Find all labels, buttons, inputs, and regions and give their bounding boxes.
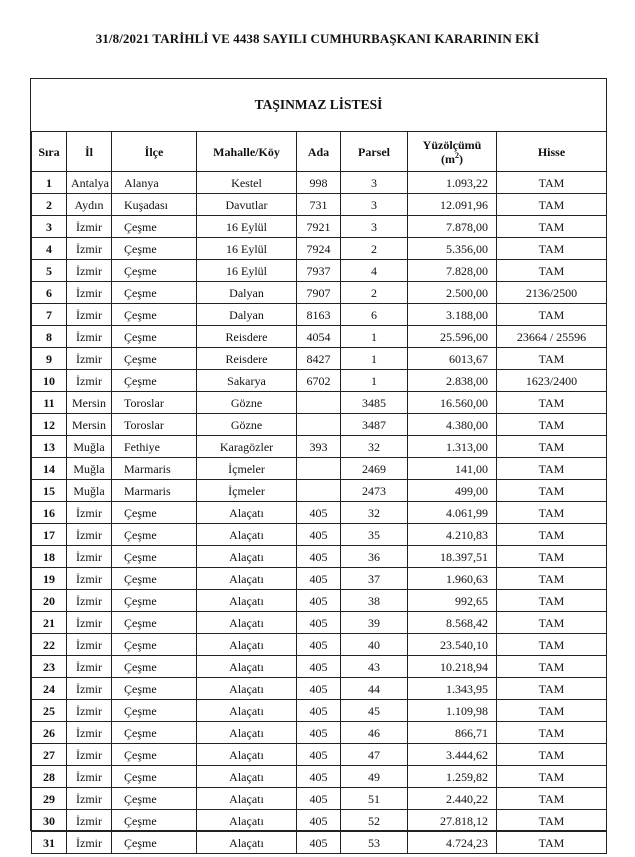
- yuzolcumu-label: Yüzölçümü: [422, 137, 482, 152]
- cell-ada: [297, 414, 341, 436]
- cell-parsel: 3487: [341, 414, 408, 436]
- cell-hisse: TAM: [497, 766, 607, 788]
- property-list-frame: [30, 78, 607, 850]
- table-row: [32, 722, 607, 744]
- cell-il: İzmir: [67, 348, 112, 370]
- cell-ilce: Kuşadası: [112, 194, 197, 216]
- cell-mahalle: Alaçatı: [197, 524, 297, 546]
- cell-ada: [297, 392, 341, 414]
- cell-yuzolcumu: 25.596,00: [408, 326, 497, 348]
- cell-ada: 7907: [297, 282, 341, 304]
- cell-il: İzmir: [67, 810, 112, 832]
- table-row: [32, 590, 607, 612]
- cell-parsel: 1: [341, 348, 408, 370]
- cell-il: İzmir: [67, 260, 112, 282]
- cell-mahalle: Alaçatı: [197, 656, 297, 678]
- cell-sira: 27: [32, 744, 67, 766]
- cell-hisse: TAM: [497, 788, 607, 810]
- cell-ilce: Marmaris: [112, 480, 197, 502]
- cell-ilce: Çeşme: [112, 788, 197, 810]
- cell-mahalle: İçmeler: [197, 480, 297, 502]
- cell-ilce: Çeşme: [112, 634, 197, 656]
- list-title: TAŞINMAZ LİSTESİ: [254, 97, 383, 112]
- cell-ada: 7924: [297, 238, 341, 260]
- table-row: [32, 546, 607, 568]
- table-row: [32, 436, 607, 458]
- cell-sira: 19: [32, 568, 67, 590]
- cell-ilce: Çeşme: [112, 766, 197, 788]
- cell-yuzolcumu: 6013,67: [408, 348, 497, 370]
- cell-ada: 405: [297, 700, 341, 722]
- cell-yuzolcumu: 4.061,99: [408, 502, 497, 524]
- cell-parsel: 3485: [341, 392, 408, 414]
- cell-parsel: 32: [341, 436, 408, 458]
- cell-sira: 13: [32, 436, 67, 458]
- table-row: [32, 282, 607, 304]
- cell-il: İzmir: [67, 370, 112, 392]
- column-header-sira: Sıra: [32, 132, 67, 172]
- cell-il: Antalya: [67, 172, 112, 194]
- cell-il: İzmir: [67, 766, 112, 788]
- table-row: [32, 810, 607, 832]
- cell-ilce: Çeşme: [112, 216, 197, 238]
- cell-ilce: Marmaris: [112, 458, 197, 480]
- cell-ilce: Çeşme: [112, 810, 197, 832]
- cell-parsel: 49: [341, 766, 408, 788]
- cell-ada: 405: [297, 722, 341, 744]
- table-row: [32, 238, 607, 260]
- table-row: [32, 788, 607, 810]
- table-row: [32, 304, 607, 326]
- cell-ada: 405: [297, 568, 341, 590]
- cell-ada: 405: [297, 590, 341, 612]
- cell-il: İzmir: [67, 590, 112, 612]
- cell-mahalle: Davutlar: [197, 194, 297, 216]
- cell-parsel: 2: [341, 238, 408, 260]
- cell-sira: 24: [32, 678, 67, 700]
- cell-ada: 998: [297, 172, 341, 194]
- cell-ilce: Çeşme: [112, 722, 197, 744]
- cell-yuzolcumu: 4.724,23: [408, 832, 497, 854]
- cell-yuzolcumu: 499,00: [408, 480, 497, 502]
- cell-yuzolcumu: 10.218,94: [408, 656, 497, 678]
- cell-parsel: 53: [341, 832, 408, 854]
- cell-parsel: 1: [341, 370, 408, 392]
- cell-ada: 405: [297, 678, 341, 700]
- cell-ilce: Çeşme: [112, 260, 197, 282]
- property-table: [31, 131, 607, 854]
- table-header-row: [32, 132, 607, 172]
- cell-ada: 405: [297, 502, 341, 524]
- cell-yuzolcumu: 1.343,95: [408, 678, 497, 700]
- cell-ada: 8163: [297, 304, 341, 326]
- column-header-mahalle: Mahalle/Köy: [197, 132, 297, 172]
- cell-yuzolcumu: 23.540,10: [408, 634, 497, 656]
- cell-ilce: Çeşme: [112, 590, 197, 612]
- table-row: [32, 678, 607, 700]
- cell-sira: 9: [32, 348, 67, 370]
- cell-ada: 405: [297, 832, 341, 854]
- cell-sira: 14: [32, 458, 67, 480]
- cell-yuzolcumu: 2.838,00: [408, 370, 497, 392]
- cell-ilce: Çeşme: [112, 238, 197, 260]
- cell-yuzolcumu: 866,71: [408, 722, 497, 744]
- cell-sira: 31: [32, 832, 67, 854]
- cell-yuzolcumu: 2.500,00: [408, 282, 497, 304]
- cell-mahalle: Alaçatı: [197, 700, 297, 722]
- table-row: [32, 502, 607, 524]
- cell-il: İzmir: [67, 722, 112, 744]
- cell-mahalle: Gözne: [197, 414, 297, 436]
- cell-ada: 7921: [297, 216, 341, 238]
- cell-hisse: TAM: [497, 678, 607, 700]
- cell-yuzolcumu: 1.960,63: [408, 568, 497, 590]
- cell-hisse: 2136/2500: [497, 282, 607, 304]
- column-header-il: İl: [67, 132, 112, 172]
- cell-sira: 21: [32, 612, 67, 634]
- cell-parsel: 3: [341, 194, 408, 216]
- cell-hisse: TAM: [497, 546, 607, 568]
- cell-hisse: TAM: [497, 436, 607, 458]
- cell-parsel: 39: [341, 612, 408, 634]
- cell-hisse: TAM: [497, 172, 607, 194]
- cell-parsel: 40: [341, 634, 408, 656]
- cell-ada: 7937: [297, 260, 341, 282]
- cell-yuzolcumu: 7.878,00: [408, 216, 497, 238]
- cell-mahalle: 16 Eylül: [197, 216, 297, 238]
- cell-mahalle: Gözne: [197, 392, 297, 414]
- cell-yuzolcumu: 4.380,00: [408, 414, 497, 436]
- table-row: [32, 260, 607, 282]
- cell-ilce: Çeşme: [112, 656, 197, 678]
- cell-parsel: 3: [341, 172, 408, 194]
- cell-yuzolcumu: 1.093,22: [408, 172, 497, 194]
- cell-hisse: 23664 / 25596: [497, 326, 607, 348]
- cell-hisse: TAM: [497, 612, 607, 634]
- cell-ada: 4054: [297, 326, 341, 348]
- cell-ilce: Çeşme: [112, 502, 197, 524]
- cell-il: Muğla: [67, 436, 112, 458]
- cell-mahalle: Dalyan: [197, 282, 297, 304]
- cell-parsel: 37: [341, 568, 408, 590]
- cell-ilce: Çeşme: [112, 348, 197, 370]
- cell-hisse: TAM: [497, 458, 607, 480]
- cell-sira: 25: [32, 700, 67, 722]
- cell-ada: 405: [297, 744, 341, 766]
- cell-ada: [297, 458, 341, 480]
- cell-hisse: TAM: [497, 722, 607, 744]
- cell-mahalle: Kestel: [197, 172, 297, 194]
- cell-ilce: Çeşme: [112, 546, 197, 568]
- cell-sira: 1: [32, 172, 67, 194]
- cell-hisse: TAM: [497, 260, 607, 282]
- cell-sira: 28: [32, 766, 67, 788]
- cell-yuzolcumu: 992,65: [408, 590, 497, 612]
- table-row: [32, 832, 607, 854]
- cell-ilce: Fethiye: [112, 436, 197, 458]
- cell-il: İzmir: [67, 326, 112, 348]
- cell-ilce: Çeşme: [112, 524, 197, 546]
- cell-il: İzmir: [67, 612, 112, 634]
- cell-parsel: 38: [341, 590, 408, 612]
- cell-ilce: Toroslar: [112, 392, 197, 414]
- table-row: [32, 194, 607, 216]
- cell-hisse: TAM: [497, 832, 607, 854]
- cell-parsel: 46: [341, 722, 408, 744]
- cell-mahalle: Reisdere: [197, 348, 297, 370]
- cell-parsel: 4: [341, 260, 408, 282]
- cell-mahalle: Alaçatı: [197, 810, 297, 832]
- cell-yuzolcumu: 18.397,51: [408, 546, 497, 568]
- cell-parsel: 35: [341, 524, 408, 546]
- cell-yuzolcumu: 4.210,83: [408, 524, 497, 546]
- cell-hisse: TAM: [497, 700, 607, 722]
- cell-mahalle: Alaçatı: [197, 546, 297, 568]
- cell-ilce: Çeşme: [112, 568, 197, 590]
- cell-ada: 405: [297, 612, 341, 634]
- cell-yuzolcumu: 3.188,00: [408, 304, 497, 326]
- cell-ada: 405: [297, 656, 341, 678]
- table-row: [32, 612, 607, 634]
- cell-mahalle: Alaçatı: [197, 766, 297, 788]
- cell-yuzolcumu: 27.818,12: [408, 810, 497, 832]
- cell-sira: 16: [32, 502, 67, 524]
- cell-il: İzmir: [67, 700, 112, 722]
- cell-sira: 30: [32, 810, 67, 832]
- cell-ilce: Çeşme: [112, 678, 197, 700]
- cell-il: Muğla: [67, 480, 112, 502]
- cell-hisse: TAM: [497, 238, 607, 260]
- cell-hisse: TAM: [497, 656, 607, 678]
- table-row: [32, 216, 607, 238]
- column-header-ada: Ada: [297, 132, 341, 172]
- cell-il: İzmir: [67, 524, 112, 546]
- cell-ada: 393: [297, 436, 341, 458]
- cell-sira: 3: [32, 216, 67, 238]
- document-heading: 31/8/2021 TARİHLİ VE 4438 SAYILI CUMHURBAŞKANI KARARININ EKİ: [95, 31, 540, 46]
- cell-sira: 29: [32, 788, 67, 810]
- cell-yuzolcumu: 1.313,00: [408, 436, 497, 458]
- cell-ilce: Çeşme: [112, 282, 197, 304]
- yuzolcumu-unit: $(m^2)$: [441, 150, 463, 166]
- table-row: [32, 634, 607, 656]
- cell-yuzolcumu: 1.109,98: [408, 700, 497, 722]
- cell-il: İzmir: [67, 744, 112, 766]
- cell-ilce: Çeşme: [112, 744, 197, 766]
- cell-mahalle: Alaçatı: [197, 788, 297, 810]
- cell-hisse: TAM: [497, 744, 607, 766]
- cell-parsel: 47: [341, 744, 408, 766]
- cell-il: İzmir: [67, 634, 112, 656]
- cell-ilce: Çeşme: [112, 832, 197, 854]
- cell-ada: 8427: [297, 348, 341, 370]
- cell-il: Mersin: [67, 414, 112, 436]
- cell-hisse: TAM: [497, 194, 607, 216]
- cell-mahalle: Alaçatı: [197, 590, 297, 612]
- cell-hisse: TAM: [497, 524, 607, 546]
- cell-ada: 405: [297, 766, 341, 788]
- cell-yuzolcumu: 16.560,00: [408, 392, 497, 414]
- cell-parsel: 36: [341, 546, 408, 568]
- cell-mahalle: Alaçatı: [197, 502, 297, 524]
- cell-yuzolcumu: 12.091,96: [408, 194, 497, 216]
- table-row: [32, 568, 607, 590]
- cell-sira: 20: [32, 590, 67, 612]
- cell-yuzolcumu: 141,00: [408, 458, 497, 480]
- cell-sira: 11: [32, 392, 67, 414]
- cell-ada: 405: [297, 810, 341, 832]
- cell-hisse: TAM: [497, 348, 607, 370]
- cell-il: İzmir: [67, 832, 112, 854]
- cell-ilce: Toroslar: [112, 414, 197, 436]
- cell-ilce: Çeşme: [112, 370, 197, 392]
- cell-sira: 6: [32, 282, 67, 304]
- cell-sira: 8: [32, 326, 67, 348]
- cell-mahalle: İçmeler: [197, 458, 297, 480]
- cell-sira: 18: [32, 546, 67, 568]
- cell-il: İzmir: [67, 238, 112, 260]
- table-row: [32, 656, 607, 678]
- cell-sira: 12: [32, 414, 67, 436]
- cell-mahalle: Sakarya: [197, 370, 297, 392]
- table-row: [32, 326, 607, 348]
- table-row: [32, 458, 607, 480]
- column-header-parsel: Parsel: [341, 132, 408, 172]
- cell-ada: 405: [297, 524, 341, 546]
- cell-il: İzmir: [67, 656, 112, 678]
- cell-parsel: 45: [341, 700, 408, 722]
- cell-mahalle: Alaçatı: [197, 678, 297, 700]
- cell-hisse: TAM: [497, 810, 607, 832]
- cell-mahalle: Dalyan: [197, 304, 297, 326]
- cell-sira: 15: [32, 480, 67, 502]
- cell-parsel: 2: [341, 282, 408, 304]
- cell-il: İzmir: [67, 546, 112, 568]
- cell-mahalle: Alaçatı: [197, 634, 297, 656]
- table-row: [32, 524, 607, 546]
- column-header-yuzolcumu: [408, 132, 497, 172]
- table-row: [32, 348, 607, 370]
- table-row: [32, 700, 607, 722]
- table-row: [32, 172, 607, 194]
- table-row: [32, 766, 607, 788]
- cell-yuzolcumu: 2.440,22: [408, 788, 497, 810]
- cell-ilce: Alanya: [112, 172, 197, 194]
- cell-il: İzmir: [67, 304, 112, 326]
- cell-parsel: 3: [341, 216, 408, 238]
- cell-mahalle: Alaçatı: [197, 568, 297, 590]
- cell-mahalle: Alaçatı: [197, 612, 297, 634]
- cell-yuzolcumu: 1.259,82: [408, 766, 497, 788]
- column-header-ilce: İlçe: [112, 132, 197, 172]
- table-row: [32, 392, 607, 414]
- cell-sira: 22: [32, 634, 67, 656]
- cell-mahalle: 16 Eylül: [197, 260, 297, 282]
- cell-il: İzmir: [67, 282, 112, 304]
- cell-mahalle: Alaçatı: [197, 744, 297, 766]
- cell-yuzolcumu: 5.356,00: [408, 238, 497, 260]
- cell-sira: 2: [32, 194, 67, 216]
- cell-parsel: 43: [341, 656, 408, 678]
- cell-il: İzmir: [67, 678, 112, 700]
- cell-parsel: 2473: [341, 480, 408, 502]
- cell-il: İzmir: [67, 788, 112, 810]
- table-row: [32, 480, 607, 502]
- cell-sira: 23: [32, 656, 67, 678]
- cell-parsel: 6: [341, 304, 408, 326]
- cell-hisse: TAM: [497, 590, 607, 612]
- cell-ilce: Çeşme: [112, 700, 197, 722]
- cell-ilce: Çeşme: [112, 612, 197, 634]
- column-header-hisse: Hisse: [497, 132, 607, 172]
- cell-hisse: 1623/2400: [497, 370, 607, 392]
- cell-yuzolcumu: 7.828,00: [408, 260, 497, 282]
- cell-hisse: TAM: [497, 568, 607, 590]
- cell-mahalle: Alaçatı: [197, 832, 297, 854]
- cell-ada: 405: [297, 634, 341, 656]
- cell-mahalle: Karagözler: [197, 436, 297, 458]
- cell-hisse: TAM: [497, 634, 607, 656]
- cell-hisse: TAM: [497, 502, 607, 524]
- cell-ada: 6702: [297, 370, 341, 392]
- cell-il: Mersin: [67, 392, 112, 414]
- cell-parsel: 32: [341, 502, 408, 524]
- cell-il: İzmir: [67, 502, 112, 524]
- table-row: [32, 414, 607, 436]
- cell-parsel: 1: [341, 326, 408, 348]
- cell-parsel: 51: [341, 788, 408, 810]
- table-row: [32, 744, 607, 766]
- cell-il: İzmir: [67, 216, 112, 238]
- cell-yuzolcumu: 3.444,62: [408, 744, 497, 766]
- cell-yuzolcumu: 8.568,42: [408, 612, 497, 634]
- cell-mahalle: 16 Eylül: [197, 238, 297, 260]
- table-row: [32, 370, 607, 392]
- cell-il: Aydın: [67, 194, 112, 216]
- cell-hisse: TAM: [497, 480, 607, 502]
- cell-ada: [297, 480, 341, 502]
- cell-sira: 10: [32, 370, 67, 392]
- cell-mahalle: Reisdere: [197, 326, 297, 348]
- cell-sira: 26: [32, 722, 67, 744]
- cell-hisse: TAM: [497, 414, 607, 436]
- cell-sira: 7: [32, 304, 67, 326]
- cell-ada: 405: [297, 788, 341, 810]
- cell-parsel: 44: [341, 678, 408, 700]
- cell-sira: 5: [32, 260, 67, 282]
- cell-ilce: Çeşme: [112, 326, 197, 348]
- cell-sira: 17: [32, 524, 67, 546]
- cell-hisse: TAM: [497, 304, 607, 326]
- cell-sira: 4: [32, 238, 67, 260]
- cell-ada: 405: [297, 546, 341, 568]
- cell-mahalle: Alaçatı: [197, 722, 297, 744]
- cell-ada: 731: [297, 194, 341, 216]
- cell-ilce: Çeşme: [112, 304, 197, 326]
- cell-hisse: TAM: [497, 392, 607, 414]
- cell-parsel: 2469: [341, 458, 408, 480]
- cell-il: Muğla: [67, 458, 112, 480]
- cell-hisse: TAM: [497, 216, 607, 238]
- cell-il: İzmir: [67, 568, 112, 590]
- cell-parsel: 52: [341, 810, 408, 832]
